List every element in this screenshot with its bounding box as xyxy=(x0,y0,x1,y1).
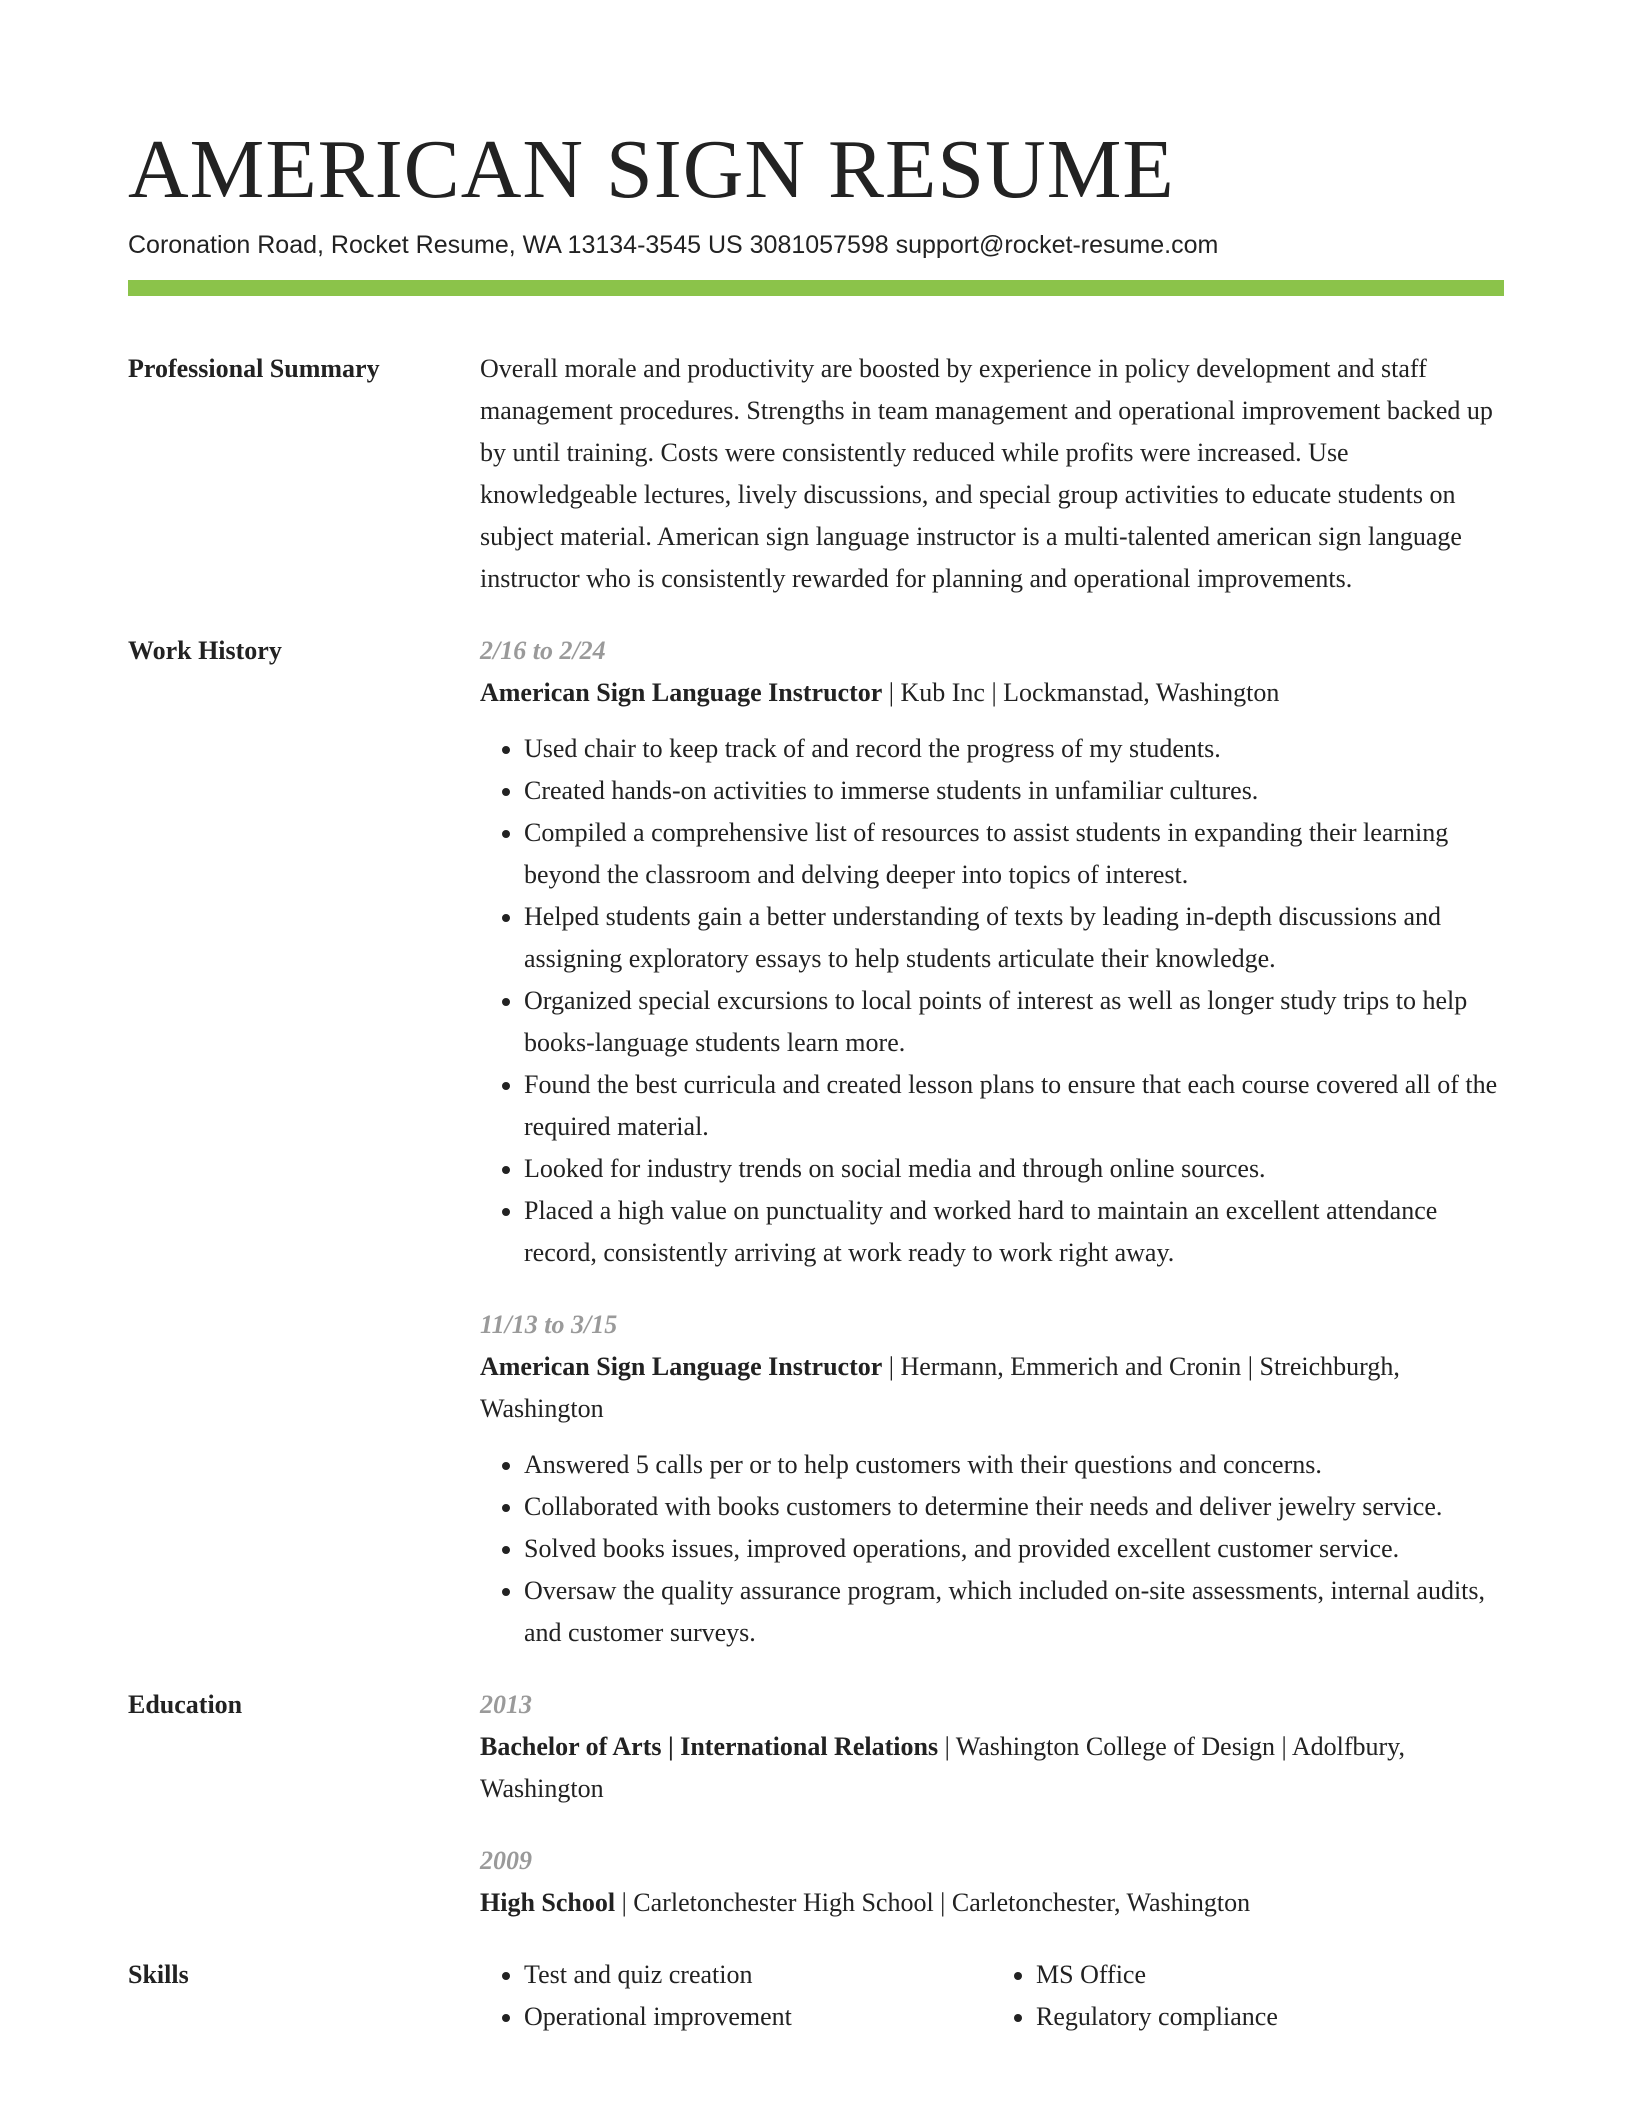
job-dates: 2/16 to 2/24 xyxy=(480,636,606,665)
skill-item: • MS Office xyxy=(1036,1954,1504,1996)
skill-item: • Regulatory compliance xyxy=(1036,1996,1504,2038)
education-section xyxy=(128,1684,1504,1924)
job-details: | Hermann, Emmerich and Cronin | Streichburgh, Washington xyxy=(480,1352,1400,1423)
list-item: • Created hands-on activities to immerse students in unfamiliar cultures. xyxy=(524,770,1504,812)
job-entry xyxy=(480,630,1504,1274)
list-item: • Helped students gain a better understanding of texts by leading in-depth discussions and assigning exploratory essays to help students articulate their knowledge. xyxy=(524,896,1504,980)
job-entry xyxy=(480,1304,1504,1654)
list-item: • Answered 5 calls per or to help customers with their questions and concerns. xyxy=(524,1444,1504,1486)
list-item: • Looked for industry trends on social media and through online sources. xyxy=(524,1148,1504,1190)
job-title: American Sign Language Instructor xyxy=(480,678,883,707)
candidate-name: AMERICAN SIGN RESUME xyxy=(128,123,1175,216)
section-heading: Skills xyxy=(128,1960,189,1989)
skill-item: • Operational improvement xyxy=(524,1996,992,2038)
list-item: • Placed a high value on punctuality and worked hard to maintain an excellent attendance record, consistently arriving at work ready to work right away. xyxy=(524,1190,1504,1274)
section-heading: Professional Summary xyxy=(128,354,380,383)
job-title: American Sign Language Instructor xyxy=(480,1352,883,1381)
education-entry xyxy=(480,1684,1504,1810)
skills-list-right xyxy=(992,1954,1504,2038)
degree: Bachelor of Arts | International Relations xyxy=(480,1732,939,1761)
education-year: 2013 xyxy=(480,1690,532,1719)
section-heading: Work History xyxy=(128,636,282,665)
job-dates: 11/13 to 3/15 xyxy=(480,1310,618,1339)
contact-line: Coronation Road, Rocket Resume, WA 13134-3545 US 3081057598 support@rocket-resume.com xyxy=(128,231,1219,259)
list-item: • Compiled a comprehensive list of resources to assist students in expanding their learning beyond the classroom and delving deeper into topics of interest. xyxy=(524,812,1504,896)
list-item: • Solved books issues, improved operations, and provided excellent customer service. xyxy=(524,1528,1504,1570)
job-details: | Kub Inc | Lockmanstad, Washington xyxy=(882,678,1280,707)
summary-section xyxy=(128,348,1504,600)
list-item: • Used chair to keep track of and record the progress of my students. xyxy=(524,728,1504,770)
resume-body xyxy=(128,348,1504,2068)
skills-list-left xyxy=(480,1954,992,2038)
section-heading: Education xyxy=(128,1690,243,1719)
list-item: • Oversaw the quality assurance program, which included on-site assessments, internal audits, and customer surveys. xyxy=(524,1570,1504,1654)
school-details: | Carletonchester High School | Carletonchester, Washington xyxy=(615,1888,1251,1917)
skills-section xyxy=(128,1954,1504,2038)
education-entry xyxy=(480,1840,1504,1924)
list-item: • Collaborated with books customers to determine their needs and deliver jewelry service. xyxy=(524,1486,1504,1528)
summary-text: Overall morale and productivity are boosted by experience in policy development and staff management procedures. Strengths in team management and operational improvement backed up by until training. Costs were consistently reduced while profits were increased. Use knowledgeable lectures, lively discussions, and special group activities to educate students on subject material. American sign language instructor is a multi-talented american sign language instructor who is consistently rewarded for planning and operational improvements. xyxy=(480,354,1493,593)
accent-divider xyxy=(128,280,1504,296)
resume-header xyxy=(128,120,1504,296)
job-bullets xyxy=(480,1444,1504,1654)
degree: High School xyxy=(480,1888,616,1917)
skill-item: • Test and quiz creation xyxy=(524,1954,992,1996)
list-item: • Found the best curricula and created lesson plans to ensure that each course covered all of the required material. xyxy=(524,1064,1504,1148)
list-item: • Organized special excursions to local points of interest as well as longer study trips to help books-language students learn more. xyxy=(524,980,1504,1064)
school-details: | Washington College of Design | Adolfbury, Washington xyxy=(480,1732,1405,1803)
education-year: 2009 xyxy=(480,1846,532,1875)
job-bullets xyxy=(480,728,1504,1274)
work-history-section xyxy=(128,630,1504,1654)
